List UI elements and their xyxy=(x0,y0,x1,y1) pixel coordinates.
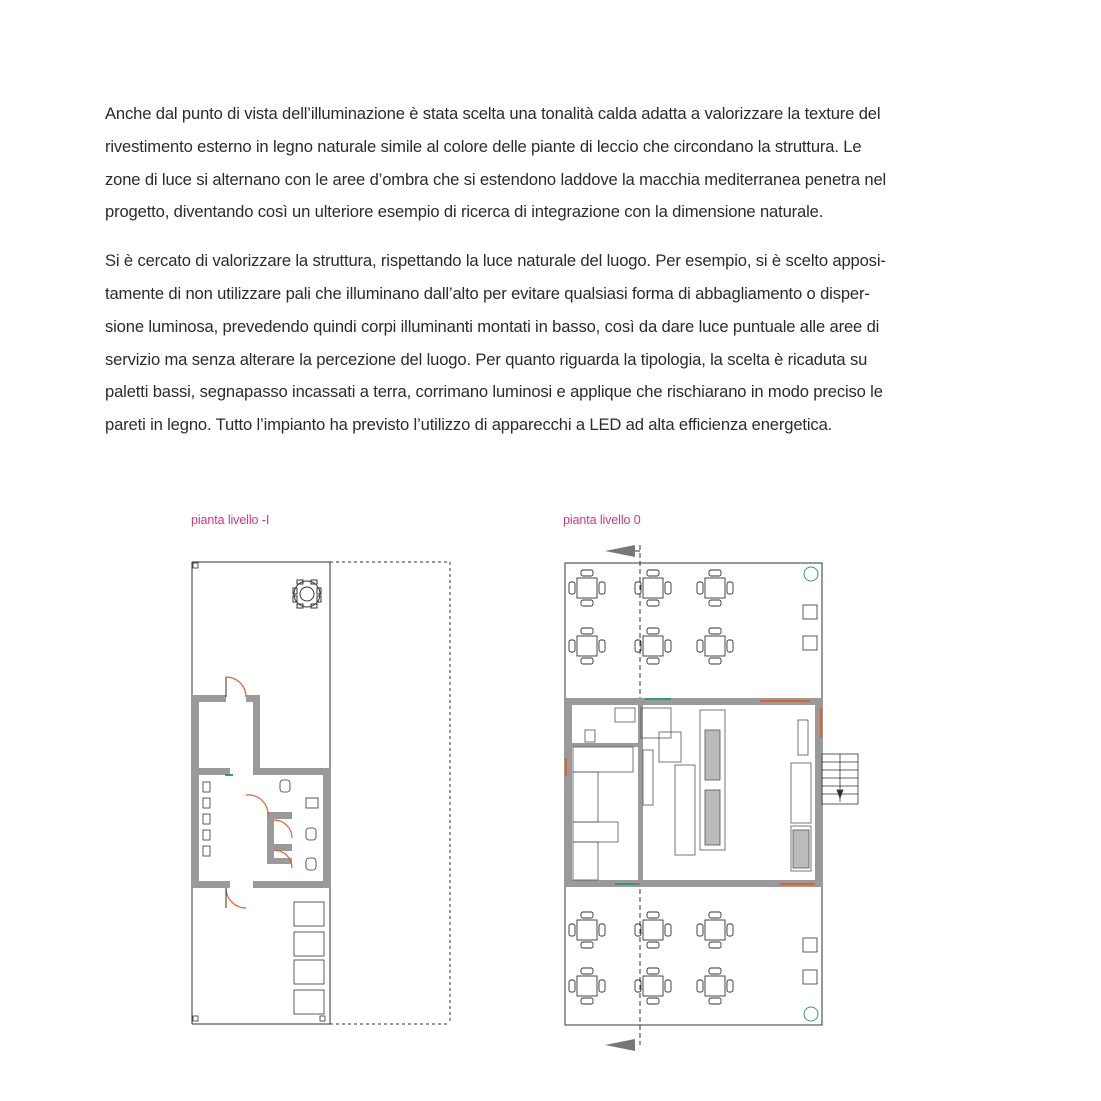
table-with-chairs xyxy=(569,968,605,1004)
corner-markers xyxy=(193,563,325,1021)
body-text xyxy=(105,98,965,458)
floor-plan-level-minus-1 xyxy=(180,550,470,1040)
fixtures xyxy=(203,780,324,1014)
section-line xyxy=(605,545,640,1051)
table-with-chairs xyxy=(697,968,733,1004)
planters xyxy=(803,605,817,984)
text-line: progetto, diventando così un ulteriore esempio di ricerca di integrazione con la dimensione naturale. xyxy=(105,202,824,222)
door-frames xyxy=(565,700,822,885)
table-with-chairs xyxy=(569,628,605,664)
text-line: pareti in legno. Tutto l’impianto ha previsto l’utilizzo di apparecchi a LED ad alta efficienza energetica. xyxy=(105,415,833,435)
paragraph-1 xyxy=(105,98,965,229)
building-walls xyxy=(565,698,822,887)
text-line: servizio ma senza alterare la percezione del luogo. Per quanto riguarda la tipologia, la scelta è ricaduta su xyxy=(105,349,868,369)
text-line: zone di luce si alternano con le aree d’ombra che si estendono laddove la macchia mediterranea penetra nel xyxy=(105,169,887,189)
table-with-chairs xyxy=(569,570,605,606)
terrace-outline xyxy=(565,563,822,1025)
text-line: sione luminosa, prevedendo quindi corpi illuminanti montati in basso, così da dare luce puntuale alle aree di xyxy=(105,316,880,336)
dining-tables xyxy=(569,570,733,1004)
floor-plan-level-0 xyxy=(555,540,875,1052)
table-with-chairs xyxy=(697,912,733,948)
stair xyxy=(822,754,858,804)
paragraph-2 xyxy=(105,245,965,442)
light-fixtures xyxy=(225,774,233,776)
text-line: tamente di non utilizzare pali che illuminano dall’alto per evitare qualsiasi forma di abbagliamento o disper- xyxy=(105,283,870,303)
dashed-boundary xyxy=(192,562,450,1024)
table-with-chairs xyxy=(697,628,733,664)
text-line: Anche dal punto di vista dell’illuminazione è stata scelta una tonalità calda adatta a valorizzare la texture del xyxy=(105,104,881,123)
plan-level-minus-1-caption: pianta livello -I xyxy=(191,513,270,527)
table-with-chairs xyxy=(569,912,605,948)
building-walls xyxy=(192,695,330,888)
plan-level-0-caption: pianta livello 0 xyxy=(563,513,641,527)
table-with-chairs xyxy=(697,570,733,606)
text-line: rivestimento esterno in legno naturale simile al colore delle piante di leccio che circondano la struttura. Le xyxy=(105,136,862,156)
text-line: Si è cercato di valorizzare la struttura, rispettando la luce naturale del luogo. Per esempio, si è scelto apposi- xyxy=(105,251,886,271)
round-table-symbol xyxy=(293,580,321,608)
kitchen-equipment xyxy=(573,708,811,880)
text-line: paletti bassi, segnapasso incassati a terra, corrimano luminosi e applique che rischiarano in modo preciso le xyxy=(105,382,883,402)
